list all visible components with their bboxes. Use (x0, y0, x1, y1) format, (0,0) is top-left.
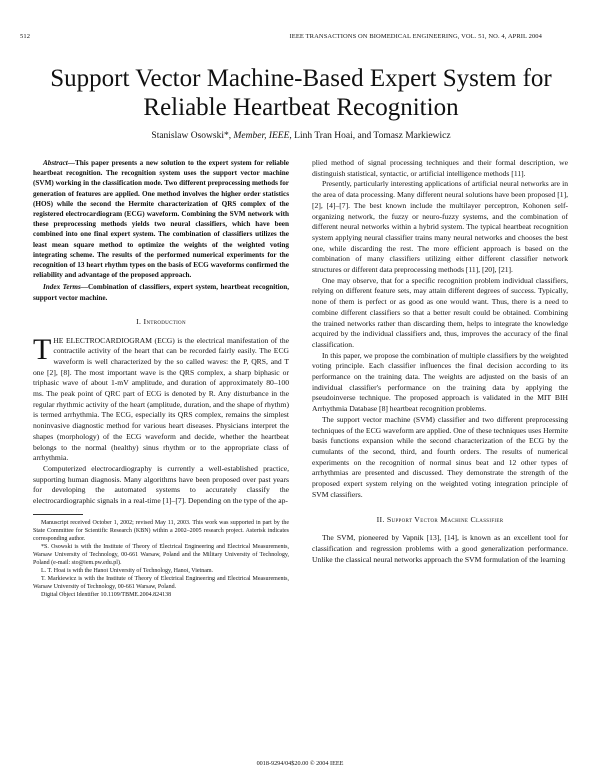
footnote-doi: Digital Object Identifier 10.1109/TBME.2004.824138 (41, 591, 172, 598)
footnote-osowski: *S. Osowski is with the Institute of Theory of Electrical Engineering and Electrical Measurements, Warsaw University of Technology, 00-661 Warsaw, Poland and the Military University of Technology, Poland (e-mail: sto@iem.pw.edu.pl). (33, 543, 289, 566)
section-1-heading (33, 317, 289, 328)
intro-paragraph-2: Computerized electrocardiography is currently a well-established practice, supporting human diagnosis. Many algorithms have been proposed over past years for developing the automated systems to accurately classify the electrocardiographic signals in a real-time [1]–[7]. Depending on the type of the ap- (33, 463, 289, 506)
intro-paragraph-1 (33, 332, 289, 464)
author-1: Stanislaw Osowski*, (151, 131, 234, 141)
section-2-title: Support Vector Machine Classifier (386, 514, 504, 524)
other-authors: , Linh Tran Hoai, and Tomasz Markiewicz (289, 131, 451, 141)
title-line-2: Reliable Heartbeat Recognition (143, 94, 459, 121)
title-line-1: Support Vector Machine-Based Expert System for (50, 65, 552, 92)
right-column (312, 158, 568, 565)
author-list (20, 131, 582, 141)
abstract-text: This paper presents a new solution to the expert system for reliable heartbeat recognition. The recognition system uses the support vector machine (SVM) working in the classification mode. Two different preprocessing methods for generation of features are applied. One method involves the higher order statistics (HOS) while the second the Hermite characterization of QRS complex of the registered electrocardiogram (ECG) waveform. Combining the SVM network with these preprocessing methods yields two neural classifiers, which have been combined into one final expert system. The combination of classifiers utilizes the least mean square method to optimize the weights of the weighted voting integrating scheme. The results of the performed numerical experiments for the recognition of 13 heart rhythm types on the basis of ECG waveforms confirmed the reliability and advantage of the proposed approach. (33, 159, 289, 280)
intro-paragraph-5: In this paper, we propose the combination of multiple classifiers by the weighted voting principle. Each classifier influences the final decision according to its performance on the training data. The weights are adjusted on the basis of an individual classifier's performance on the training data by applying the pseudoinverse technique. The proposed approach is validated in the MIT BIH Arrhythmia Database [8] heartbeat recognition problems. (312, 350, 568, 414)
section-1-title: Introduction (143, 316, 186, 326)
section-2-heading (312, 515, 568, 526)
section-2-numeral: II. (376, 514, 387, 524)
page-number: 512 (20, 33, 31, 40)
index-terms-text: Combination of classifiers, expert system, heartbeat recognition, support vector machine. (33, 283, 289, 302)
svm-paragraph-1: The SVM, pioneered by Vapnik [13], [14], is known as an excellent tool for classification and regression problems with a good generalization performance. Unlike the classical neural networks approach the SVM formulation of the learning (312, 533, 568, 564)
abstract-lead: Abstract— (43, 159, 75, 167)
index-terms-lead: Index Terms— (43, 283, 88, 292)
footnote-markiewicz: T. Markiewicz is with the Institute of Theory of Electrical Engineering and Electrical Measurements, Warsaw University of Technology, 00-661 Warsaw, Poland. (33, 575, 289, 590)
index-terms (33, 282, 289, 302)
author-1-membership: Member, IEEE (233, 131, 290, 141)
intro-paragraph-4: One may observe, that for a specific recognition problem individual classifiers, relying on different feature sets, may attain different degrees of success. Typically, none of them is perfect or as good as one would want. Thus, there is a need to combine different classifiers so that a better result could be obtained. Combining the trained networks rather than discarding them, helps to integrate the knowledge acquired by the individual classifiers and, thus, improves the accuracy of the final classification. (312, 275, 568, 349)
section-1-numeral: I. (136, 316, 144, 326)
footnote-rule (33, 514, 83, 515)
footnote-manuscript: Manuscript received October 1, 2002; revised May 11, 2003. This work was supported in part by the State Committee for Scientific Research (KBN) within a 2002–2005 research project. Asterisk indicates corresponding author. (33, 519, 289, 542)
left-column (33, 158, 289, 599)
journal-header: IEEE TRANSACTIONS ON BIOMEDICAL ENGINEERING, VOL. 51, NO. 4, APRIL 2004 (289, 33, 542, 40)
intro-paragraph-2-cont: plied method of signal processing techniques and their formal description, we distinguish statistical, syntactic, or artificial intelligence methods [11]. (312, 158, 568, 178)
footnote-hoai: L. T. Hoai is with the Hanoi University of Technology, Hanoi, Vietnam. (41, 567, 214, 574)
intro-text-1: (ECG) is the electrical manifestation of the contractile activity of the heart that can be recorded fairly easily. The ECG waveform is well characterized by the so called waves: the P, QRS, and T one [2], [8]. The most important wave is the QRS complex, a sharp biphasic or triphasic wave of about 1-mV amplitude, and duration of approximately 80–100 ms. The peak point of QRC part of ECG is denoted by R. Any disturbance in the regular rhythmic activity of the heart (amplitude, duration, and the shape of rhythm) is termed arrhythmia. The ECG, especially its QRS complex, remains the simplest noninvasive diagnostic method for various heart diseases. Physicians interpret the shapes (morphology) of the ECG waveform and decide, whether the heartbeat belongs to the normal (healthy) sinus rhythm or to the appropriate class of arrhythmia. (33, 335, 289, 463)
drop-cap: T (33, 332, 52, 366)
intro-caps: HE ELECTROCARDIOGRAM (53, 335, 153, 345)
copyright-footer: 0018-9294/04$20.00 © 2004 IEEE (256, 760, 344, 767)
intro-paragraph-6: The support vector machine (SVM) classifier and two different preprocessing techniques of the ECG waveform are applied. One of these techniques uses Hermite basis functions expansion while the second characterization of the ECG by the cumulants of the second, third, and fourth orders. The results of numerical experiments on the recognition of normal sinus beat and 12 other types of arrhythmias are presented and discussed. They demonstrate the strength of the proposed expert system relying on the weighted voting integration principle of SVM classifiers. (312, 414, 568, 499)
abstract (33, 158, 289, 280)
intro-paragraph-3: Presently, particularly interesting applications of artificial neural networks are in the area of data processing. Many different neural solutions have been proposed [1], [2], [4]–[7]. The best known include the multilayer perceptron, Kohonen self-organizing network, the fuzzy or neuro-fuzzy systems, and the combination of different neural networks within a hybrid system. The typical heartbeat recognition system applying neural classifier trains many neural networks and chooses the best one, while discarding the rest. The more efficient approach is based on the combination of many classifiers utilizing either different classifier network structures or different data preprocessing methods [11], [20], [21]. (312, 179, 568, 275)
